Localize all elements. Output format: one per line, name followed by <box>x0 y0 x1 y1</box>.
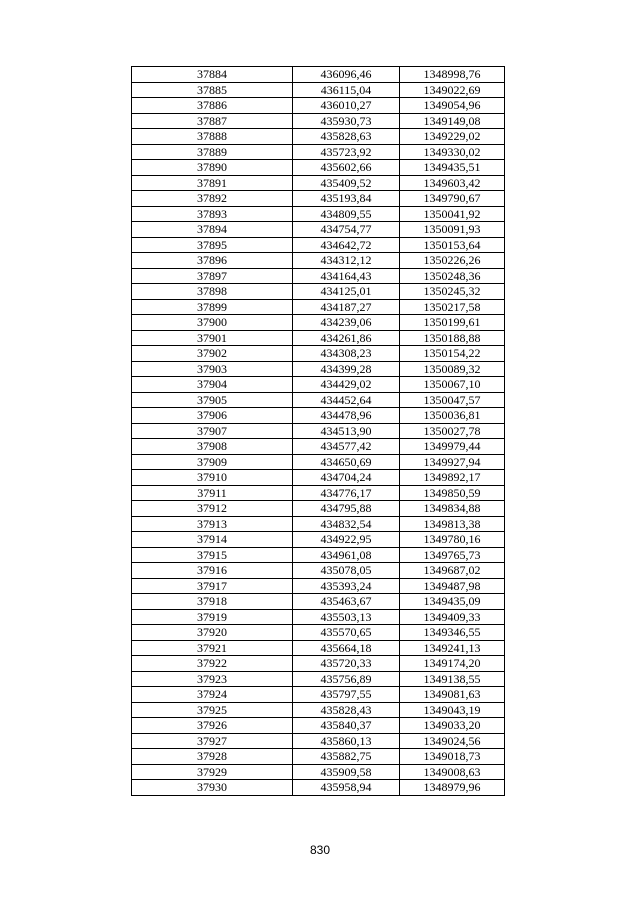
point-number-cell: 37930 <box>132 780 293 796</box>
x-coordinate-cell: 436096,46 <box>293 67 400 83</box>
point-number-cell: 37884 <box>132 67 293 83</box>
y-coordinate-cell: 1350154,22 <box>400 346 505 362</box>
table-row <box>132 361 505 377</box>
y-coordinate-cell: 1349018,73 <box>400 749 505 765</box>
y-coordinate-cell: 1349780,16 <box>400 532 505 548</box>
x-coordinate-cell: 434776,17 <box>293 485 400 501</box>
x-coordinate-cell: 434312,12 <box>293 253 400 269</box>
point-number-cell: 37913 <box>132 516 293 532</box>
x-coordinate-cell: 435797,55 <box>293 687 400 703</box>
table-row <box>132 191 505 207</box>
y-coordinate-cell: 1348998,76 <box>400 67 505 83</box>
point-number-cell: 37896 <box>132 253 293 269</box>
table-row <box>132 377 505 393</box>
point-number-cell: 37926 <box>132 718 293 734</box>
table-row <box>132 656 505 672</box>
x-coordinate-cell: 435078,05 <box>293 563 400 579</box>
table-row <box>132 423 505 439</box>
point-number-cell: 37888 <box>132 129 293 145</box>
x-coordinate-cell: 434754,77 <box>293 222 400 238</box>
x-coordinate-cell: 435828,43 <box>293 702 400 718</box>
table-row <box>132 578 505 594</box>
point-number-cell: 37890 <box>132 160 293 176</box>
x-coordinate-cell: 434577,42 <box>293 439 400 455</box>
y-coordinate-cell: 1348979,96 <box>400 780 505 796</box>
y-coordinate-cell: 1350245,32 <box>400 284 505 300</box>
table-row <box>132 113 505 129</box>
point-number-cell: 37899 <box>132 299 293 315</box>
y-coordinate-cell: 1349834,88 <box>400 501 505 517</box>
table-row <box>132 439 505 455</box>
y-coordinate-cell: 1350248,36 <box>400 268 505 284</box>
x-coordinate-cell: 434399,28 <box>293 361 400 377</box>
y-coordinate-cell: 1349435,51 <box>400 160 505 176</box>
point-number-cell: 37893 <box>132 206 293 222</box>
table-row <box>132 532 505 548</box>
x-coordinate-cell: 434513,90 <box>293 423 400 439</box>
table-row <box>132 718 505 734</box>
y-coordinate-cell: 1350199,61 <box>400 315 505 331</box>
y-coordinate-cell: 1349008,63 <box>400 764 505 780</box>
x-coordinate-cell: 435723,92 <box>293 144 400 160</box>
y-coordinate-cell: 1349054,96 <box>400 98 505 114</box>
x-coordinate-cell: 435882,75 <box>293 749 400 765</box>
y-coordinate-cell: 1350067,10 <box>400 377 505 393</box>
y-coordinate-cell: 1349979,44 <box>400 439 505 455</box>
table-row <box>132 501 505 517</box>
x-coordinate-cell: 434187,27 <box>293 299 400 315</box>
point-number-cell: 37905 <box>132 392 293 408</box>
point-number-cell: 37898 <box>132 284 293 300</box>
y-coordinate-cell: 1350036,81 <box>400 408 505 424</box>
point-number-cell: 37897 <box>132 268 293 284</box>
y-coordinate-cell: 1349229,02 <box>400 129 505 145</box>
point-number-cell: 37885 <box>132 82 293 98</box>
point-number-cell: 37917 <box>132 578 293 594</box>
x-coordinate-cell: 434478,96 <box>293 408 400 424</box>
point-number-cell: 37906 <box>132 408 293 424</box>
point-number-cell: 37891 <box>132 175 293 191</box>
point-number-cell: 37922 <box>132 656 293 672</box>
x-coordinate-cell: 434922,95 <box>293 532 400 548</box>
y-coordinate-cell: 1349081,63 <box>400 687 505 703</box>
table-row <box>132 129 505 145</box>
x-coordinate-cell: 435393,24 <box>293 578 400 594</box>
point-number-cell: 37902 <box>132 346 293 362</box>
point-number-cell: 37887 <box>132 113 293 129</box>
table-row <box>132 98 505 114</box>
point-number-cell: 37904 <box>132 377 293 393</box>
y-coordinate-cell: 1350027,78 <box>400 423 505 439</box>
y-coordinate-cell: 1349850,59 <box>400 485 505 501</box>
y-coordinate-cell: 1349409,33 <box>400 609 505 625</box>
table-row <box>132 253 505 269</box>
point-number-cell: 37924 <box>132 687 293 703</box>
x-coordinate-cell: 434429,02 <box>293 377 400 393</box>
x-coordinate-cell: 435840,37 <box>293 718 400 734</box>
x-coordinate-cell: 435602,66 <box>293 160 400 176</box>
x-coordinate-cell: 436115,04 <box>293 82 400 98</box>
y-coordinate-cell: 1349043,19 <box>400 702 505 718</box>
x-coordinate-cell: 435930,73 <box>293 113 400 129</box>
x-coordinate-cell: 434452,64 <box>293 392 400 408</box>
y-coordinate-cell: 1350226,26 <box>400 253 505 269</box>
x-coordinate-cell: 435570,65 <box>293 625 400 641</box>
point-number-cell: 37916 <box>132 563 293 579</box>
y-coordinate-cell: 1349346,55 <box>400 625 505 641</box>
y-coordinate-cell: 1349138,55 <box>400 671 505 687</box>
x-coordinate-cell: 434809,55 <box>293 206 400 222</box>
x-coordinate-cell: 434164,43 <box>293 268 400 284</box>
table-row <box>132 733 505 749</box>
point-number-cell: 37928 <box>132 749 293 765</box>
table-row <box>132 454 505 470</box>
table-row <box>132 284 505 300</box>
table-row <box>132 67 505 83</box>
table-row <box>132 671 505 687</box>
point-number-cell: 37909 <box>132 454 293 470</box>
point-number-cell: 37914 <box>132 532 293 548</box>
point-number-cell: 37915 <box>132 547 293 563</box>
table-row <box>132 330 505 346</box>
y-coordinate-cell: 1349813,38 <box>400 516 505 532</box>
x-coordinate-cell: 436010,27 <box>293 98 400 114</box>
x-coordinate-cell: 435193,84 <box>293 191 400 207</box>
coordinates-table-body <box>132 67 505 796</box>
y-coordinate-cell: 1349603,42 <box>400 175 505 191</box>
table-row <box>132 346 505 362</box>
y-coordinate-cell: 1350188,88 <box>400 330 505 346</box>
point-number-cell: 37927 <box>132 733 293 749</box>
x-coordinate-cell: 434642,72 <box>293 237 400 253</box>
y-coordinate-cell: 1349687,02 <box>400 563 505 579</box>
table-row <box>132 516 505 532</box>
table-row <box>132 780 505 796</box>
table-row <box>132 175 505 191</box>
table-row <box>132 485 505 501</box>
table-row <box>132 594 505 610</box>
x-coordinate-cell: 434308,23 <box>293 346 400 362</box>
table-row <box>132 82 505 98</box>
y-coordinate-cell: 1349790,67 <box>400 191 505 207</box>
point-number-cell: 37886 <box>132 98 293 114</box>
point-number-cell: 37910 <box>132 470 293 486</box>
table-row <box>132 764 505 780</box>
point-number-cell: 37894 <box>132 222 293 238</box>
point-number-cell: 37911 <box>132 485 293 501</box>
x-coordinate-cell: 435828,63 <box>293 129 400 145</box>
point-number-cell: 37889 <box>132 144 293 160</box>
x-coordinate-cell: 435664,18 <box>293 640 400 656</box>
x-coordinate-cell: 434239,06 <box>293 315 400 331</box>
y-coordinate-cell: 1349022,69 <box>400 82 505 98</box>
coordinates-table <box>131 66 505 796</box>
y-coordinate-cell: 1349024,56 <box>400 733 505 749</box>
point-number-cell: 37900 <box>132 315 293 331</box>
y-coordinate-cell: 1349174,20 <box>400 656 505 672</box>
x-coordinate-cell: 435958,94 <box>293 780 400 796</box>
x-coordinate-cell: 435463,67 <box>293 594 400 610</box>
point-number-cell: 37925 <box>132 702 293 718</box>
y-coordinate-cell: 1349765,73 <box>400 547 505 563</box>
x-coordinate-cell: 435720,33 <box>293 656 400 672</box>
table-row <box>132 470 505 486</box>
x-coordinate-cell: 435409,52 <box>293 175 400 191</box>
y-coordinate-cell: 1349435,09 <box>400 594 505 610</box>
y-coordinate-cell: 1349149,08 <box>400 113 505 129</box>
y-coordinate-cell: 1350153,64 <box>400 237 505 253</box>
x-coordinate-cell: 435860,13 <box>293 733 400 749</box>
table-row <box>132 625 505 641</box>
table-row <box>132 547 505 563</box>
table-row <box>132 222 505 238</box>
point-number-cell: 37895 <box>132 237 293 253</box>
y-coordinate-cell: 1350041,92 <box>400 206 505 222</box>
point-number-cell: 37920 <box>132 625 293 641</box>
y-coordinate-cell: 1349241,13 <box>400 640 505 656</box>
point-number-cell: 37929 <box>132 764 293 780</box>
y-coordinate-cell: 1349330,02 <box>400 144 505 160</box>
x-coordinate-cell: 434832,54 <box>293 516 400 532</box>
table-row <box>132 299 505 315</box>
x-coordinate-cell: 435503,13 <box>293 609 400 625</box>
table-row <box>132 609 505 625</box>
table-row <box>132 144 505 160</box>
table-row <box>132 408 505 424</box>
table-row <box>132 237 505 253</box>
y-coordinate-cell: 1350089,32 <box>400 361 505 377</box>
x-coordinate-cell: 434704,24 <box>293 470 400 486</box>
x-coordinate-cell: 434650,69 <box>293 454 400 470</box>
table-row <box>132 392 505 408</box>
y-coordinate-cell: 1349892,17 <box>400 470 505 486</box>
table-row <box>132 268 505 284</box>
page-number: 830 <box>309 843 331 857</box>
point-number-cell: 37903 <box>132 361 293 377</box>
y-coordinate-cell: 1350047,57 <box>400 392 505 408</box>
point-number-cell: 37923 <box>132 671 293 687</box>
y-coordinate-cell: 1349033,20 <box>400 718 505 734</box>
point-number-cell: 37912 <box>132 501 293 517</box>
point-number-cell: 37901 <box>132 330 293 346</box>
table-row <box>132 702 505 718</box>
y-coordinate-cell: 1349927,94 <box>400 454 505 470</box>
x-coordinate-cell: 435909,58 <box>293 764 400 780</box>
x-coordinate-cell: 434795,88 <box>293 501 400 517</box>
table-row <box>132 640 505 656</box>
y-coordinate-cell: 1350091,93 <box>400 222 505 238</box>
table-row <box>132 315 505 331</box>
point-number-cell: 37918 <box>132 594 293 610</box>
table-row <box>132 749 505 765</box>
table-row <box>132 687 505 703</box>
point-number-cell: 37921 <box>132 640 293 656</box>
table-row <box>132 563 505 579</box>
y-coordinate-cell: 1349487,98 <box>400 578 505 594</box>
x-coordinate-cell: 434125,01 <box>293 284 400 300</box>
y-coordinate-cell: 1350217,58 <box>400 299 505 315</box>
x-coordinate-cell: 434961,08 <box>293 547 400 563</box>
point-number-cell: 37892 <box>132 191 293 207</box>
table-row <box>132 206 505 222</box>
point-number-cell: 37919 <box>132 609 293 625</box>
x-coordinate-cell: 435756,89 <box>293 671 400 687</box>
x-coordinate-cell: 434261,86 <box>293 330 400 346</box>
point-number-cell: 37907 <box>132 423 293 439</box>
point-number-cell: 37908 <box>132 439 293 455</box>
table-row <box>132 160 505 176</box>
